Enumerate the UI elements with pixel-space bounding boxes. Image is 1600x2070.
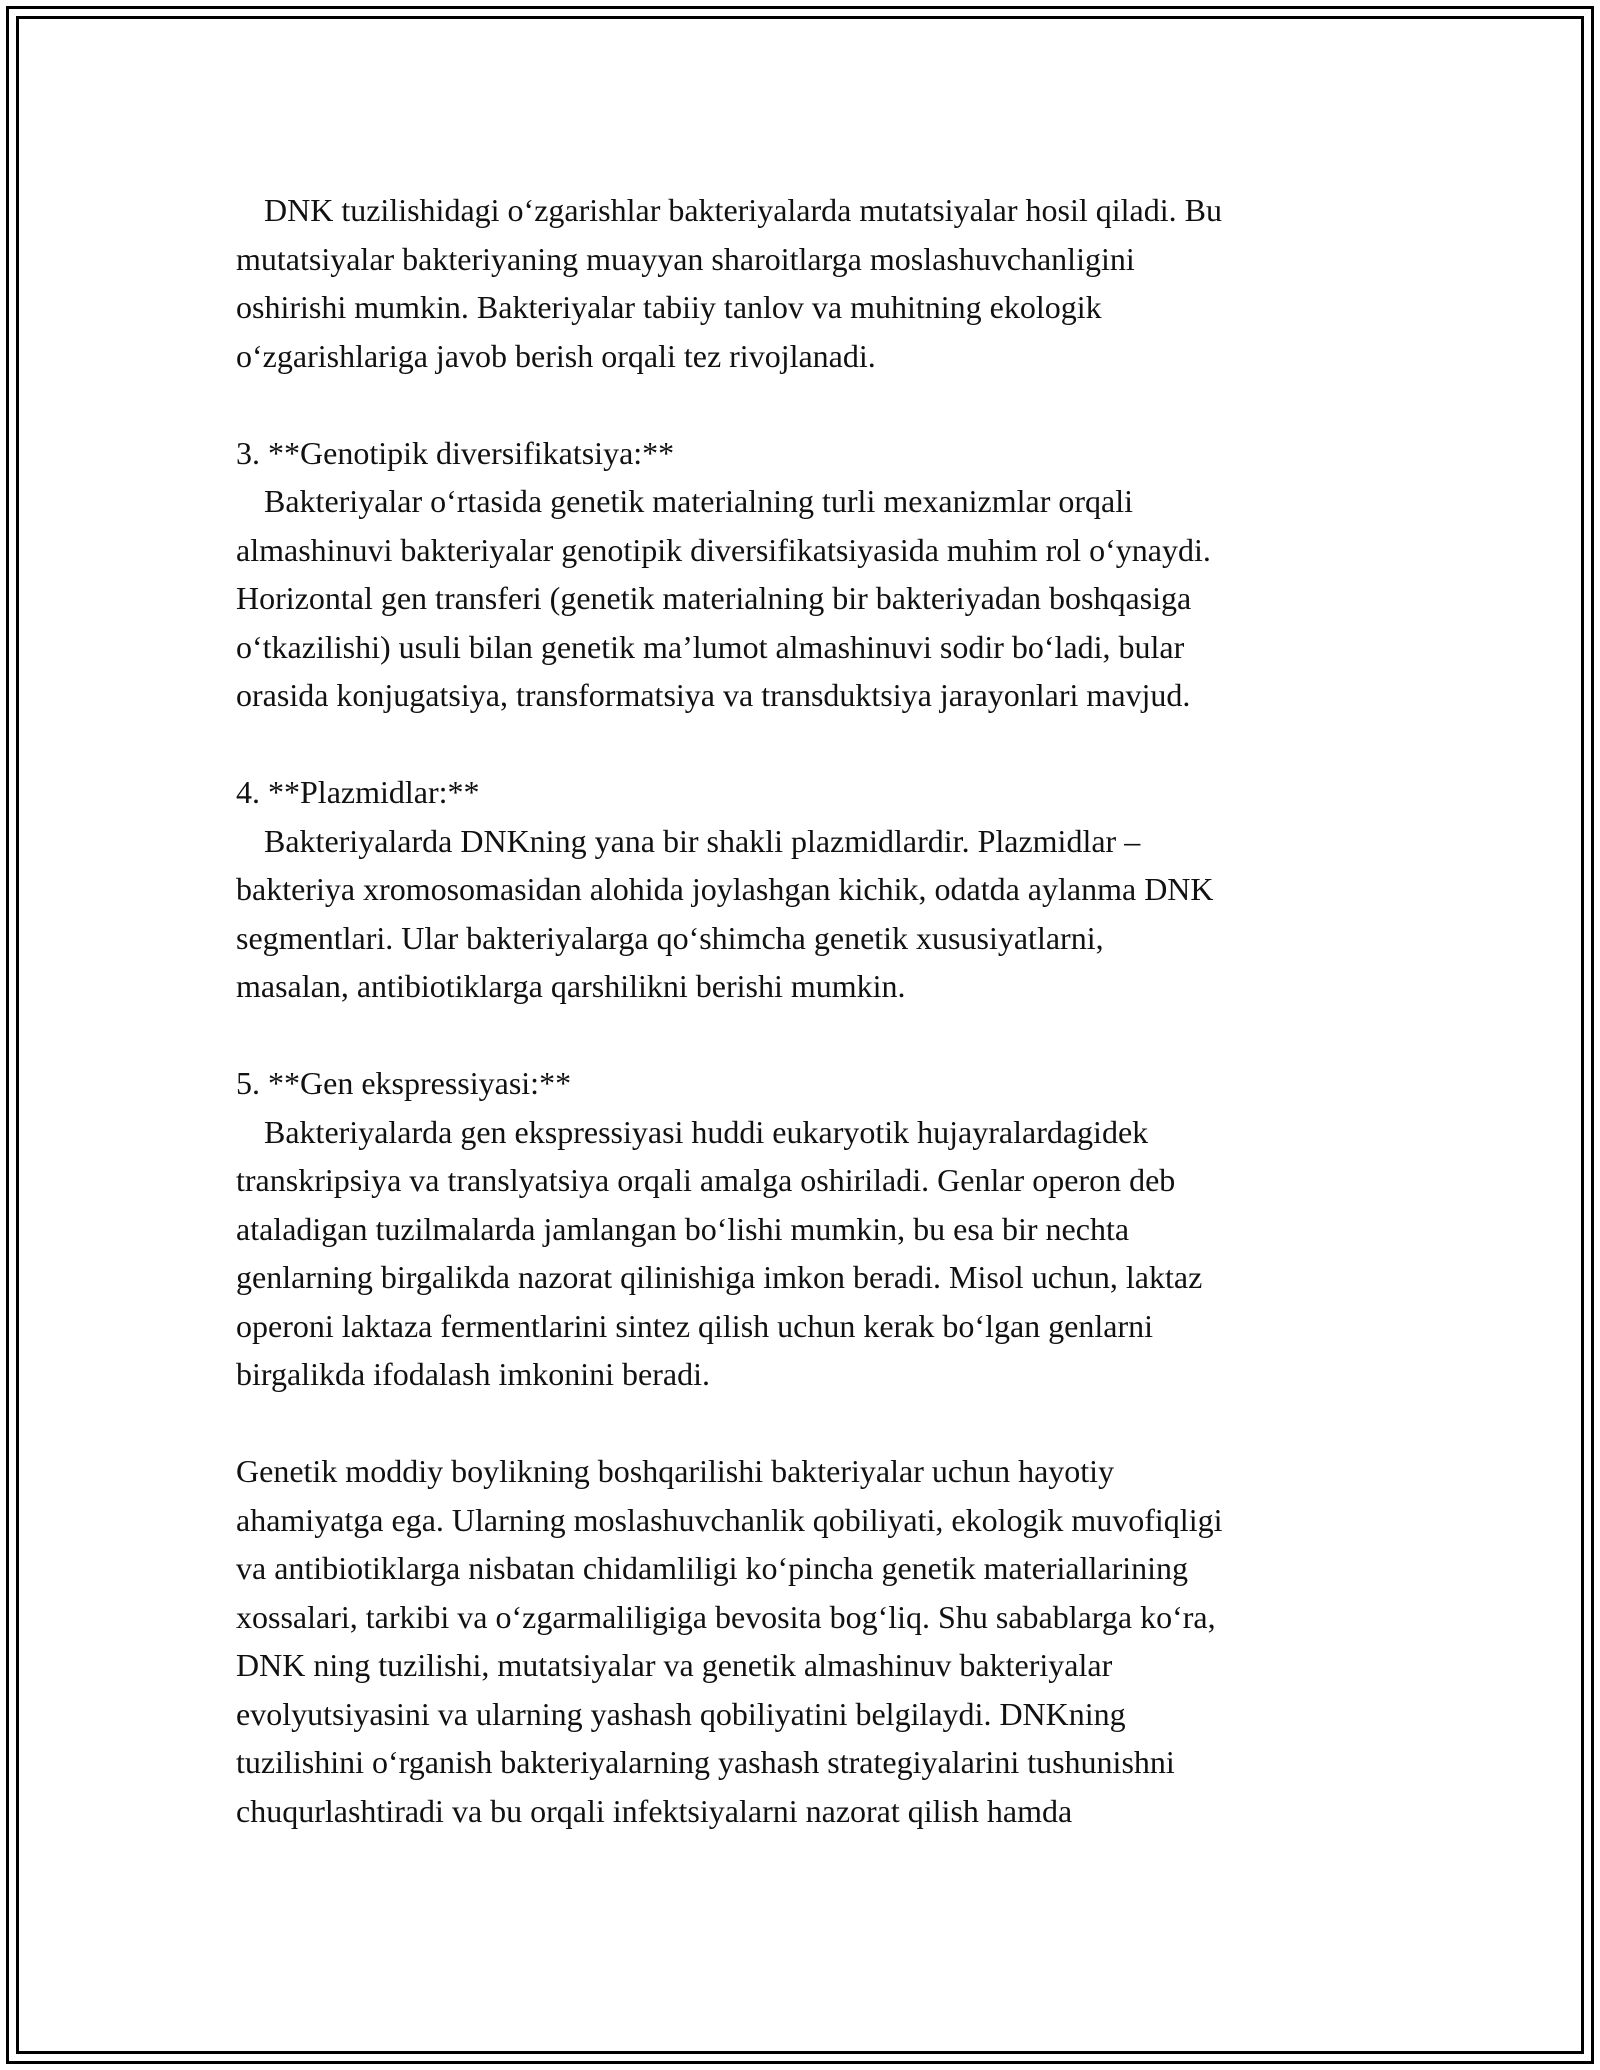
paragraph-dnk-changes: DNK tuzilishidagi oʻzgarishlar bakteriyalarda mutatsiyalar hosil qiladi. Bu mutatsiyalar bakteriyaning muayyan sharoitlarga moslashuvchanligini oshirishi mumkin. Bakteriyalar tabiiy tanlov va muhitning ekologik oʻzgarishlariga javob berish orqali tez rivojlanadi.: [236, 192, 1222, 374]
paragraph-genotypic-diversification: Bakteriyalar oʻrtasida genetik materialning turli mexanizmlar orqali almashinuvi bakteriyalar genotipik diversifikatsiyasida muhim rol oʻynaydi. Horizontal gen transferi (genetik materialning bir bakteriyadan boshqasiga oʻtkazilishi) usuli bilan genetik maʼlumot almashinuvi sodir boʻladi, bular orasida konjugatsiya, transformatsiya va transduktsiya jarayonlari mavjud.: [236, 483, 1211, 713]
document-body: [236, 186, 1396, 1835]
heading-gene-expression: 5. **Gen ekspressiyasi:**: [236, 1065, 572, 1101]
heading-plasmids: 4. **Plazmidlar:**: [236, 774, 480, 810]
heading-genotypic-diversification: 3. **Genotipik diversifikatsiya:**: [236, 434, 675, 471]
paragraph-gap: [236, 380, 1396, 429]
paragraph-conclusion: Genetik moddiy boylikning boshqarilishi bakteriyalar uchun hayotiy ahamiyatga ega. Ularning moslashuvchanlik qobiliyati, ekologik muvofiqligi va antibiotiklarga nisbatan chidamliligi koʻpincha genetik materiallarining xossalari, tarkibi va oʻzgarmaliligiga bevosita bogʻliq. Shu sabablarga koʻra, DNK ning tuzilishi, mutatsiyalar va genetik almashinuv bakteriyalar evolyutsiyasini va ularning yashash qobiliyatini belgilaydi. DNKning tuzilishini oʻrganish bakteriyalarning yashash strategiyalarini tushunishni chuqurlashtiradi va bu orqali infektsiyalarni nazorat qilish hamda: [236, 1453, 1223, 1829]
paragraph-plasmids: Bakteriyalarda DNKning yana bir shakli plazmidlardir. Plazmidlar – bakteriya xromosomasidan alohida joylashgan kichik, odatda aylanma DNK segmentlari. Ular bakteriyalarga qoʻshimcha genetik xususiyatlarni, masalan, antibiotiklarga qarshilikni berishi mumkin.: [236, 822, 1214, 1004]
paragraph-gap: [236, 1011, 1396, 1060]
paragraph-gap: [236, 1399, 1396, 1448]
paragraph-gap: [236, 720, 1396, 769]
paragraph-gene-expression: Bakteriyalarda gen ekspressiyasi huddi eukaryotik hujayralardagidek transkripsiya va translyatsiya orqali amalga oshiriladi. Genlar operon deb ataladigan tuzilmalarda jamlangan boʻlishi mumkin, bu esa bir nechta genlarning birgalikda nazorat qilinishiga imkon beradi. Misol uchun, laktaz operoni laktaza fermentlarini sintez qilish uchun kerak boʻlgan genlarni birgalikda ifodalash imkonini beradi.: [236, 1113, 1203, 1392]
